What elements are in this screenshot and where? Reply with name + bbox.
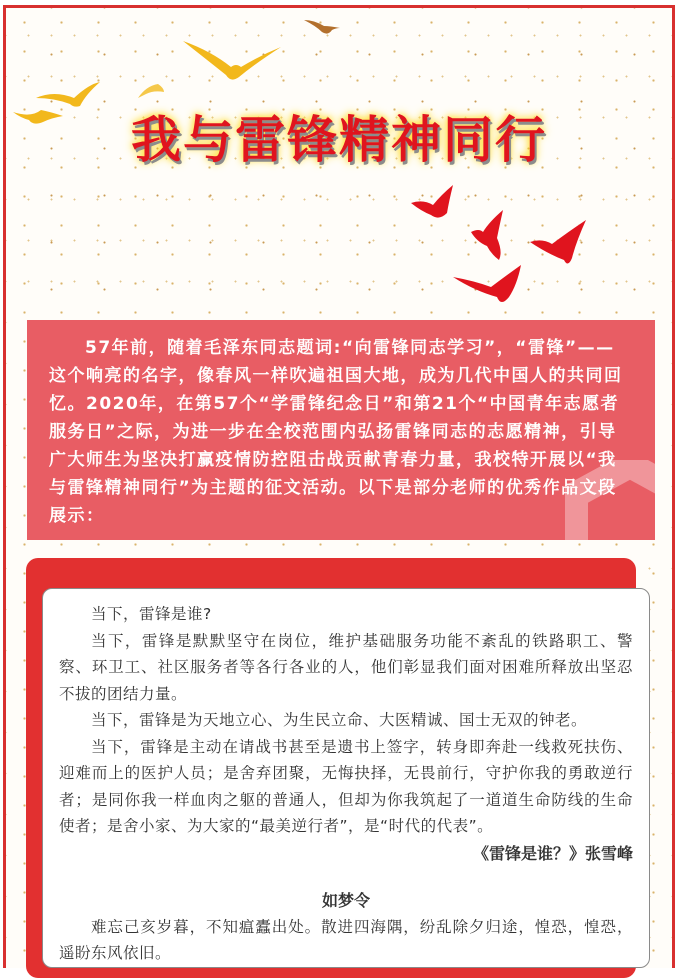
intro-text: 57年前，随着毛泽东同志题词:“向雷锋同志学习”，“雷锋”——这个响亮的名字，像春风一样吹遍祖国大地，成为几代中国人的共同回忆。2020年，在第57个“学雷锋纪念日”和第21个“中国青年志愿者服务日”之际，为进一步在全校范围内弘扬雷锋同志的志愿精神，引导广大师生为坚决打赢疫情防控阻击战贡献青春力量，我校特开展以“我与雷锋精神同行”为主题的征文活动。以下是部分老师的优秀作品文段展示： (49, 338, 623, 526)
header-banner (6, 8, 672, 318)
red-dove-icon (469, 208, 514, 263)
essay-signature: 《雷锋是谁？》张雪峰 (472, 843, 633, 863)
intro-panel (27, 320, 655, 540)
brown-bird-icon (302, 16, 342, 38)
page-title: 我与雷锋精神同行 (131, 111, 547, 169)
gold-bird-icon (181, 33, 286, 88)
essay-paragraph: 当下，雷锋是为天地立心、为生民立命、大医精诚、国士无双的钟老。 (91, 711, 588, 729)
poem-title: 如梦令 (321, 890, 370, 910)
red-dove-icon (451, 263, 531, 308)
essay-paragraph: 当下，雷锋是谁? (91, 605, 212, 623)
essay-paragraph: 当下，雷锋是主动在请战书甚至是遗书上签字，转身即奔赴一线救死扶伤、迎难而上的医护人员；是舍弃团聚，无悔抉择，无畏前行，守护你我的勇敢逆行者；是同你我一样血肉之躯的普通人，但却为你我筑起了一道道生命防线的生命使者；是舍小家、为大家的“最美逆行者”，是“时代的代表”。 (59, 737, 633, 835)
red-dove-icon (409, 183, 459, 223)
essay-card (42, 588, 650, 968)
essay-paragraph: 当下，雷锋是默默坚守在岗位，维护基础服务功能不紊乱的铁路职工、警察、环卫工、社区服务者等各行各业的人，他们彰显我们面对困难所释放出坚忍不拔的团结力量。 (59, 631, 633, 703)
gold-bird-icon (136, 82, 166, 102)
poem-paragraph: 难忘己亥岁暮，不知瘟蠹出处。散进四海隅，纷乱除夕归途，惶恐，惶恐，遥盼东风依旧。 (59, 917, 633, 962)
red-dove-icon (528, 218, 590, 273)
